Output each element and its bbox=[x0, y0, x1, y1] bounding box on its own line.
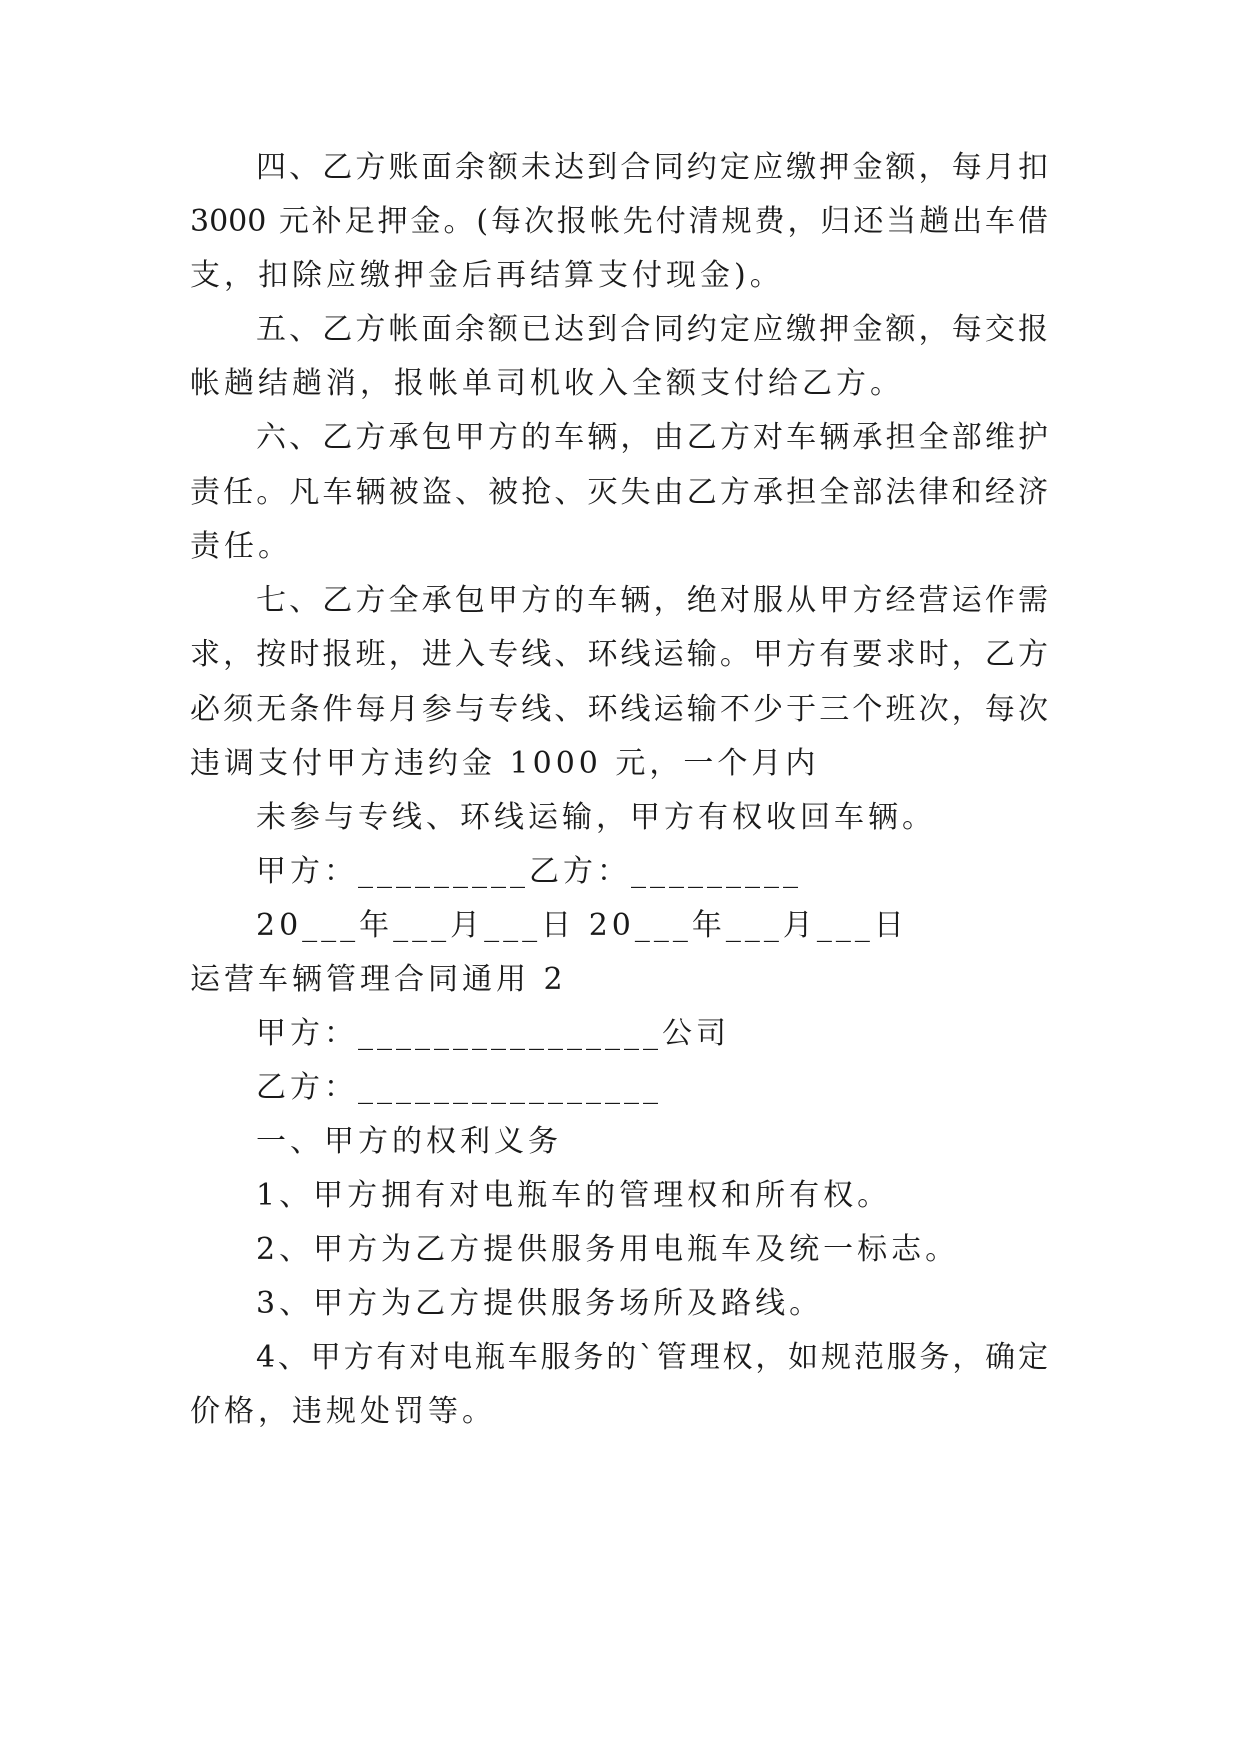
text-line: 责任。凡车辆被盗、被抢、灭失由乙方承担全部法律和经济 bbox=[190, 475, 1048, 510]
text-line: 支，扣除应缴押金后再结算支付现金)。 bbox=[190, 258, 784, 293]
text-line: 1、甲方拥有对电瓶车的管理权和所有权。 bbox=[256, 1178, 892, 1213]
party-b-line: 乙方：________________ bbox=[256, 1070, 662, 1105]
text-line: 帐趟结趟消，报帐单司机收入全额支付给乙方。 bbox=[190, 366, 904, 401]
text-line: 七、乙方全承包甲方的车辆，绝对服从甲方经营运作需 bbox=[256, 583, 1048, 618]
text-line: 价格，违规处罚等。 bbox=[190, 1394, 496, 1429]
text-line: 责任。 bbox=[190, 529, 292, 564]
text-line: 3、甲方为乙方提供服务场所及路线。 bbox=[256, 1286, 824, 1321]
text-line: 违调支付甲方违约金 1000 元，一个月内 bbox=[190, 746, 820, 781]
text-line: 求，按时报班，进入专线、环线运输。甲方有要求时，乙方 bbox=[190, 637, 1048, 672]
text-line: 六、乙方承包甲方的车辆，由乙方对车辆承担全部维护 bbox=[256, 420, 1048, 455]
text-line: 4、甲方有对电瓶车服务的`管理权，如规范服务，确定 bbox=[256, 1340, 1048, 1375]
section-title: 运营车辆管理合同通用 2 bbox=[190, 962, 567, 997]
clause-heading: 一、甲方的权利义务 bbox=[256, 1124, 562, 1159]
text-line: 2、甲方为乙方提供服务用电瓶车及统一标志。 bbox=[256, 1232, 960, 1267]
text-line: 未参与专线、环线运输，甲方有权收回车辆。 bbox=[256, 800, 936, 835]
party-a-line: 甲方：________________公司 bbox=[256, 1016, 730, 1051]
text-line: 必须无条件每月参与专线、环线运输不少于三个班次，每次 bbox=[190, 692, 1048, 727]
text-line: 四、乙方账面余额未达到合同约定应缴押金额，每月扣 bbox=[256, 150, 1048, 185]
text-line: 3000 元补足押金。(每次报帐先付清规费，归还当趟出车借 bbox=[190, 204, 1048, 239]
text-line: 五、乙方帐面余额已达到合同约定应缴押金额，每交报 bbox=[256, 312, 1048, 347]
signature-line: 甲方：_________乙方：_________ bbox=[256, 854, 802, 889]
date-line: 20___年___月___日 20___年___月___日 bbox=[256, 908, 908, 943]
